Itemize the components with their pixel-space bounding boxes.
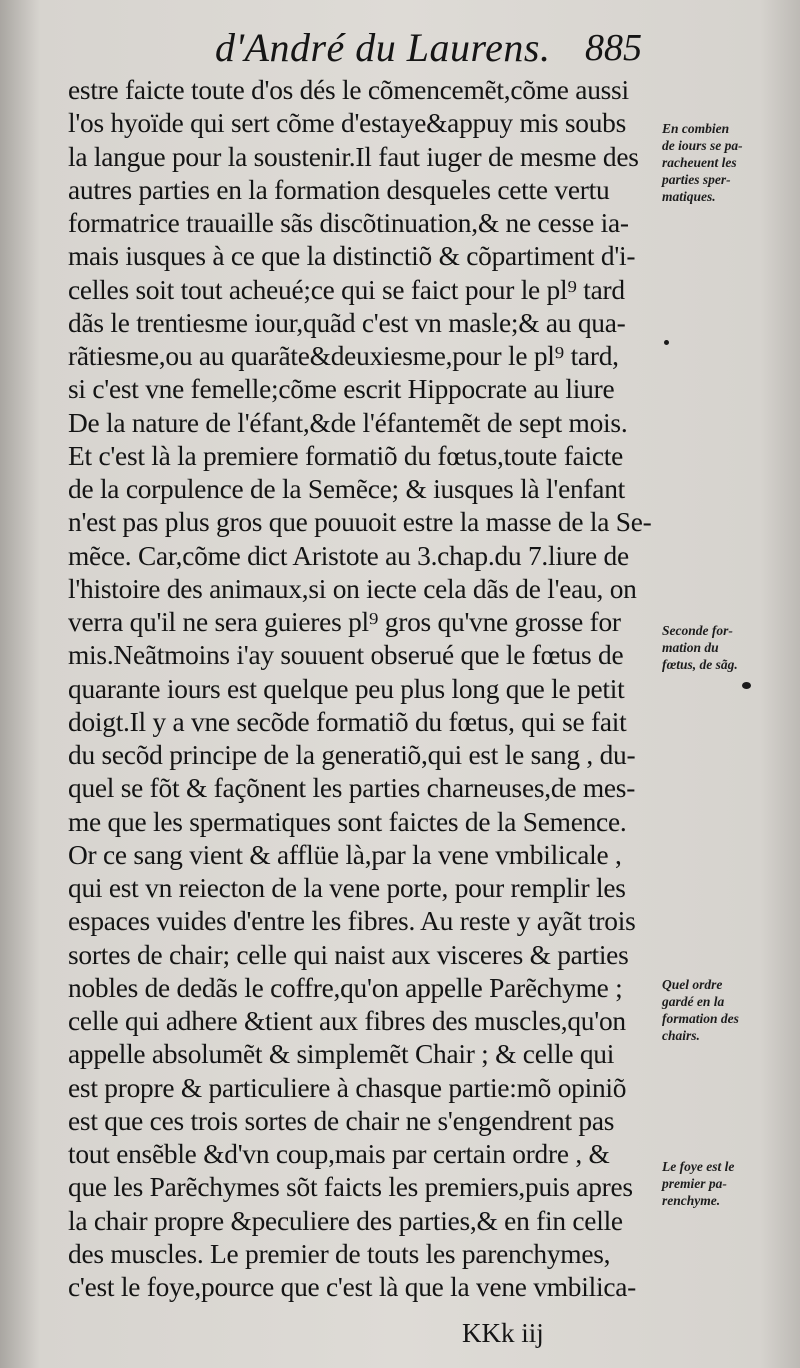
margin-note-line: gardé en la <box>662 994 725 1009</box>
margin-note-line: mation du <box>662 640 719 655</box>
text-line: Et c'est là la premiere formatiõ du fœtus,toute faicte <box>68 440 624 471</box>
text-line: est propre & particuliere à chasque partie:mõ opiniõ <box>68 1072 627 1103</box>
text-line: n'est pas plus gros que pouuoit estre la masse de la Se- <box>68 507 652 538</box>
text-line: tout ensẽble &d'vn coup,mais par certain ordre , & <box>68 1139 610 1169</box>
text-line: Or ce sang vient & afflüe là,par la vene vmbilicale , <box>68 839 622 870</box>
text-line: quel se fõt & façõnent les parties charneuses,de mes- <box>68 773 636 804</box>
margin-note-line: En combien <box>662 121 730 136</box>
text-line: la chair propre &peculiere des parties,& en fin celle <box>68 1205 623 1236</box>
text-line: verra qu'il ne sera guieres pl⁹ gros qu'vne grosse for <box>68 607 621 637</box>
margin-note-spermatic-parts <box>662 120 798 205</box>
text-line: dãs le trentiesme iour,quãd c'est vn masle;& au qua- <box>68 307 626 338</box>
body-text <box>68 74 658 1304</box>
margin-note-line: premier pa- <box>662 1176 727 1191</box>
margin-note-order-of-flesh <box>662 976 798 1044</box>
text-line: doigt.Il y a vne secõde formatiõ du fœtus, qui se fait <box>68 706 627 737</box>
text-line: c'est le foye,pource que c'est là que la vene vmbilica- <box>68 1272 637 1302</box>
margin-note-line: Quel ordre <box>662 977 723 992</box>
text-line: de la corpulence de la Semẽce; & iusques là l'enfant <box>68 474 626 504</box>
text-line: estre faicte toute d'os dés le cõmencemẽt,cõme aussi <box>68 75 629 105</box>
text-line: rãtiesme,ou au quarãte&deuxiesme,pour le pl⁹ tard, <box>68 341 619 371</box>
page-number: 885 <box>585 27 642 69</box>
margin-note-line: matiques. <box>662 189 716 204</box>
text-line: De la nature de l'éfant,&de l'éfantemẽt de sept mois. <box>68 407 628 438</box>
text-line: que les Parẽchymes sõt faicts les premiers,puis apres <box>68 1172 633 1203</box>
text-line: mis.Neãtmoins i'ay souuent obserué que le fœtus de <box>68 640 624 671</box>
text-line: la langue pour la soustenir.Il faut iuger de mesme des <box>68 141 639 172</box>
margin-note-line: racheuent les <box>662 155 737 170</box>
margin-note-line: formation des <box>662 1011 739 1026</box>
text-line: du secõd principe de la generatiõ,qui est le sang , du- <box>68 740 636 770</box>
text-line: quarante iours est quelque peu plus long que le petit <box>68 673 625 704</box>
text-line: l'histoire des animaux,si on iecte cela dãs de l'eau, on <box>68 573 637 604</box>
margin-note-second-formation <box>662 622 798 673</box>
margin-note-line: de iours se pa- <box>662 138 743 153</box>
margin-note-line: Le foye est le <box>662 1159 735 1174</box>
margin-note-line: parties sper- <box>662 172 731 187</box>
text-line: sortes de chair; celle qui naist aux visceres & parties <box>68 939 629 970</box>
text-line: mẽce. Car,cõme dict Aristote au 3.chap.du 7.liure de <box>68 540 629 571</box>
text-line: autres parties en la formation desqueles cette vertu <box>68 174 610 205</box>
margin-note-line: fœtus, de sãg. <box>662 657 738 672</box>
text-line: l'os hyoïde qui sert cõme d'estaye&appuy mis soubs <box>68 108 627 139</box>
margin-note-liver <box>662 1158 798 1209</box>
text-line: celles soit tout acheué;ce qui se faict pour le pl⁹ tard <box>68 274 625 305</box>
text-line: est que ces trois sortes de chair ne s'engendrent pas <box>68 1105 615 1136</box>
text-line: espaces vuides d'entre les fibres. Au reste y ayãt trois <box>68 906 636 937</box>
signature-mark: KKk iij <box>462 1318 544 1348</box>
text-line: celle qui adhere &tient aux fibres des muscles,qu'on <box>68 1006 626 1036</box>
text-line: mais iusques à ce que la distinctiõ & cõpartiment d'i- <box>68 241 636 272</box>
text-line: formatrice trauaille sãs discõtinuation,& ne cesse ia- <box>68 208 629 238</box>
ink-speck <box>742 682 751 689</box>
text-line: qui est vn reiecton de la vene porte, pour remplir les <box>68 873 626 903</box>
margin-note-line: Seconde for- <box>662 623 733 638</box>
text-line: des muscles. Le premier de touts les parenchymes, <box>68 1238 611 1269</box>
margin-note-line: chairs. <box>662 1028 700 1043</box>
text-line: si c'est vne femelle;cõme escrit Hippocrate au liure <box>68 374 615 405</box>
text-line: me que les spermatiques sont faictes de la Semence. <box>68 806 627 837</box>
running-title: d'André du Laurens. <box>215 25 551 70</box>
ink-speck <box>664 340 669 345</box>
margin-note-line: renchyme. <box>662 1193 721 1208</box>
text-line: nobles de dedãs le coffre,qu'on appelle Parẽchyme ; <box>68 972 623 1003</box>
text-line: appelle absolumẽt & simplemẽt Chair ; & celle qui <box>68 1039 615 1070</box>
